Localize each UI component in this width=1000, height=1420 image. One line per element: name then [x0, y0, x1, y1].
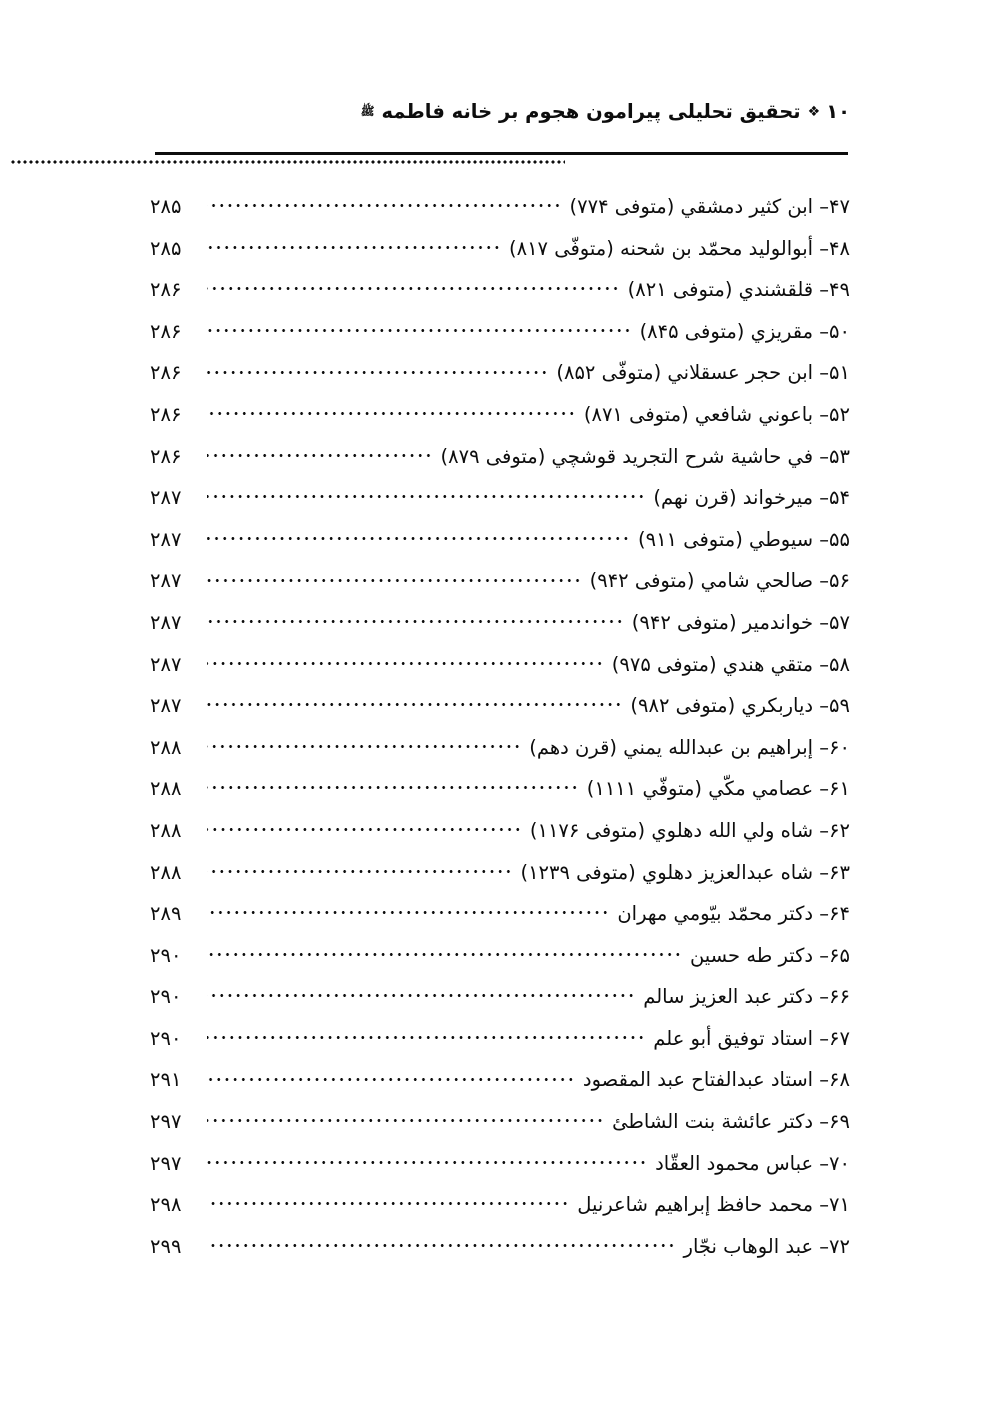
toc-entry[interactable] — [150, 1101, 850, 1143]
toc-entry-label: ۵۳– في حاشیة شرح التجرید قوشچي (متوفی ۸۷۹) — [440, 444, 850, 468]
toc-entry-label: ۷۲– عبد الوهاب نجّار — [683, 1234, 850, 1258]
toc-leader-dots — [205, 817, 524, 837]
toc-leader-dots — [205, 568, 584, 588]
toc-leader-dots — [205, 235, 503, 255]
toc-entry-label: ۵۴– میرخواند (قرن نهم) — [653, 486, 850, 510]
toc-leader-dots — [205, 901, 611, 921]
toc-entry-page: ۲۹۰ — [150, 985, 182, 1009]
toc-entry-page: ۲۹۷ — [150, 1110, 182, 1134]
toc-entry[interactable] — [150, 893, 850, 935]
toc-entry-page: ۲۸۷ — [150, 569, 182, 593]
toc-leader-dots — [205, 526, 632, 546]
toc-entry[interactable] — [150, 228, 850, 270]
toc-entry-label: ۶۶– دکتر عبد العزیز سالم — [643, 985, 850, 1009]
toc-entry-label: ۷۱– محمد حافظ إبراهیم شاعرنیل — [577, 1193, 850, 1217]
toc-entry[interactable] — [150, 477, 850, 519]
toc-leader-dots — [205, 776, 581, 796]
toc-leader-dots — [205, 693, 624, 713]
toc-entry-page: ۲۸۹ — [150, 902, 182, 926]
toc-entry-label: ۷۰– عباس محمود العقّاد — [655, 1151, 850, 1175]
toc-entry-page: ۲۸۶ — [150, 444, 182, 468]
toc-entry-label: ۵۲– باعوني شافعي (متوفی ۸۷۱) — [583, 402, 850, 426]
toc-entry[interactable] — [150, 810, 850, 852]
toc-entry-page: ۲۸۷ — [150, 652, 182, 676]
toc-entry[interactable] — [150, 519, 850, 561]
toc-leader-dots — [205, 360, 550, 380]
toc-entry-page: ۲۸۵ — [150, 236, 182, 260]
toc-entry[interactable] — [150, 727, 850, 769]
toc-leader-dots — [205, 443, 435, 463]
toc-leader-dots — [205, 734, 523, 754]
toc-entry-label: ۴۸– أبوالولید محمّد بن شحنه (متوفّی ۸۱۷) — [508, 236, 850, 260]
toc-entry[interactable] — [150, 560, 850, 602]
toc-leader-dots — [205, 609, 626, 629]
toc-leader-dots — [205, 1067, 577, 1087]
toc-entry-page: ۲۹۰ — [150, 943, 182, 967]
toc-entry-label: ۶۱– عصامي مکّي (متوفّي ۱۱۱۱) — [586, 777, 850, 801]
running-header-title: تحقیق تحلیلی پیرامون هجوم بر خانه فاطمه — [381, 100, 801, 123]
toc-entry-page: ۲۸۸ — [150, 860, 182, 884]
toc-leader-dots — [205, 401, 578, 421]
header-dotted-rule — [10, 160, 565, 164]
toc-leader-dots — [205, 942, 684, 962]
table-of-contents — [150, 186, 850, 1267]
running-header-line — [140, 100, 860, 124]
honorific-icon: ﷺ — [360, 104, 375, 118]
toc-leader-dots — [205, 1233, 678, 1253]
toc-entry-label: ۵۷– خواندمیر (متوفی ۹۴۲) — [631, 610, 850, 634]
toc-entry-page: ۲۸۷ — [150, 694, 182, 718]
toc-entry[interactable] — [150, 1226, 850, 1268]
toc-entry-page: ۲۸۶ — [150, 278, 182, 302]
toc-leader-dots — [205, 859, 514, 879]
toc-entry-label: ۴۷– ابن کثیر دمشقي (متوفی ۷۷۴) — [569, 195, 850, 218]
toc-entry-label: ۵۵– سیوطي (متوفی ۹۱۱) — [638, 527, 850, 551]
toc-entry-page: ۲۹۷ — [150, 1151, 182, 1175]
toc-entry[interactable] — [150, 186, 850, 228]
toc-entry-label: ۵۸– متقي هندي (متوفی ۹۷۵) — [611, 652, 850, 676]
toc-entry[interactable] — [150, 685, 850, 727]
toc-entry[interactable] — [150, 1059, 850, 1101]
toc-entry-label: ۶۹– دکتر عائشة بنت الشاطئ — [612, 1110, 850, 1134]
toc-leader-dots — [205, 1109, 606, 1129]
toc-entry-label: ۶۴– دکتر محمّد بیّومي مهران — [617, 902, 850, 926]
toc-leader-dots — [205, 1192, 571, 1212]
toc-leader-dots — [205, 651, 606, 671]
toc-entry-label: ۶۵– دکتر طه حسین — [689, 943, 850, 967]
toc-entry[interactable] — [150, 852, 850, 894]
toc-entry-page: ۲۸۶ — [150, 319, 182, 343]
toc-entry-label: ۶۰– إبراهیم بن عبدالله یمني (قرن دهم) — [529, 735, 850, 759]
toc-entry-page: ۲۸۵ — [150, 195, 182, 218]
toc-entry[interactable] — [150, 976, 850, 1018]
toc-entry-page: ۲۸۸ — [150, 777, 182, 801]
toc-leader-dots — [205, 1150, 649, 1170]
toc-entry[interactable] — [150, 269, 850, 311]
toc-entry-page: ۲۹۸ — [150, 1193, 182, 1217]
toc-entry-page: ۲۸۶ — [150, 402, 182, 426]
toc-entry-label: ۶۳– شاه عبدالعزیز دهلوي (متوفی ۱۲۳۹) — [520, 860, 850, 884]
toc-entry-label: ۵۹– دیاربکري (متوفی ۹۸۲) — [630, 694, 850, 718]
toc-entry-label: ۵۱– ابن حجر عسقلاني (متوفّی ۸۵۲) — [556, 361, 850, 385]
toc-entry[interactable] — [150, 1143, 850, 1185]
toc-leader-dots — [205, 318, 634, 338]
toc-entry-page: ۲۸۷ — [150, 486, 182, 510]
toc-leader-dots — [205, 984, 637, 1004]
toc-leader-dots — [205, 277, 622, 297]
toc-leader-dots — [205, 485, 647, 505]
toc-entry[interactable] — [150, 1018, 850, 1060]
toc-entry-page: ۲۸۸ — [150, 735, 182, 759]
toc-entry-label: ۵۶– صالحي شامي (متوفی ۹۴۲) — [589, 569, 850, 593]
header-solid-rule — [155, 152, 848, 155]
toc-entry[interactable] — [150, 935, 850, 977]
toc-entry-page: ۲۸۸ — [150, 818, 182, 842]
toc-entry[interactable] — [150, 311, 850, 353]
toc-leader-dots — [205, 1025, 647, 1045]
toc-entry-label: ۶۸– استاد عبدالفتاح عبد المقصود — [582, 1068, 850, 1092]
toc-entry-label: ۵۰– مقریزي (متوفی ۸۴۵) — [639, 319, 850, 343]
toc-entry[interactable] — [150, 602, 850, 644]
toc-entry[interactable] — [150, 436, 850, 478]
toc-entry-label: ۴۹– قلقشندي (متوفی ۸۲۱) — [627, 278, 850, 302]
toc-entry[interactable] — [150, 352, 850, 394]
toc-entry[interactable] — [150, 644, 850, 686]
toc-leader-dots — [205, 194, 564, 214]
toc-entry[interactable] — [150, 768, 850, 810]
page-folio-number: ۱۰ — [826, 100, 850, 123]
toc-entry-page: ۲۹۰ — [150, 1026, 182, 1050]
toc-entry-page: ۲۸۷ — [150, 527, 182, 551]
toc-entry-page: ۲۸۶ — [150, 361, 182, 385]
toc-entry-page: ۲۹۹ — [150, 1234, 182, 1258]
toc-entry[interactable] — [150, 394, 850, 436]
toc-entry[interactable] — [150, 1184, 850, 1226]
toc-entry-page: ۲۹۱ — [150, 1068, 182, 1092]
toc-entry-page: ۲۸۷ — [150, 610, 182, 634]
toc-entry-label: ۶۲– شاه ولي الله دهلوي (متوفی ۱۱۷۶) — [529, 818, 850, 842]
toc-entry-label: ۶۷– استاد توفیق أبو علم — [653, 1026, 850, 1050]
fleuron-ornament-icon: ❖ — [807, 104, 820, 120]
